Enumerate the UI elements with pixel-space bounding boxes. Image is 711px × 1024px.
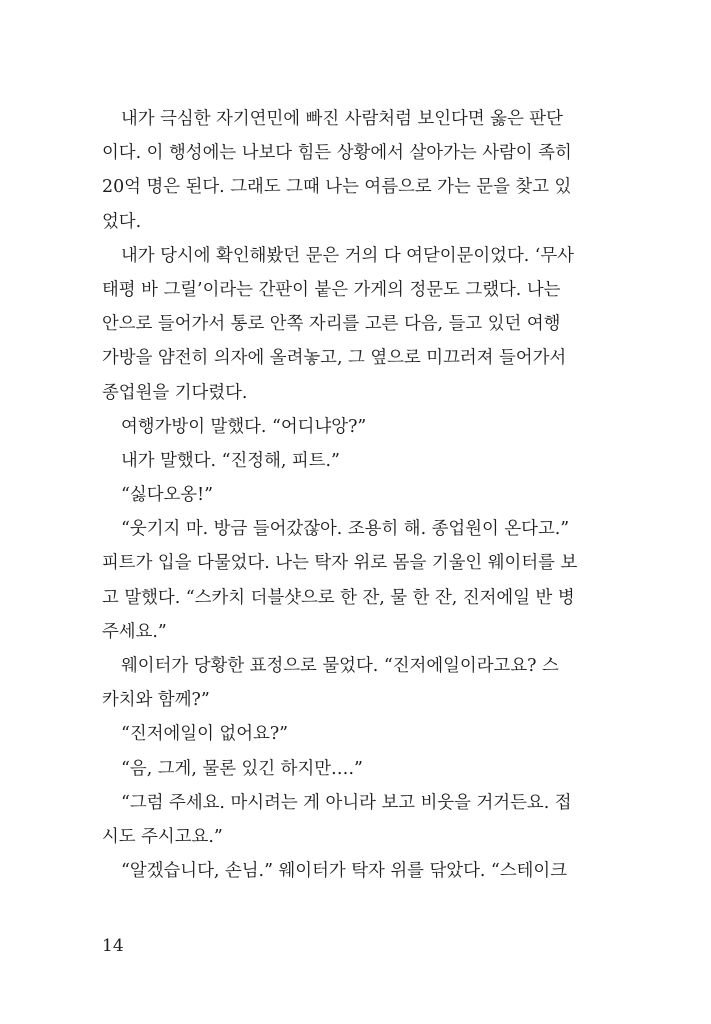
text-line: 20억 명은 된다. 그래도 그때 나는 여름으로 가는 문을 찾고 있	[102, 177, 572, 198]
page-text	[102, 102, 580, 888]
text-line: 이다. 이 행성에는 나보다 힘든 상황에서 살아가는 사람이 족히	[102, 143, 572, 164]
text-line: “싫다오옹!”	[121, 485, 213, 506]
text-line: 주세요.”	[102, 621, 167, 642]
text-line: “음, 그게, 물론 있긴 하지만….”	[121, 758, 363, 779]
text-line: 내가 말했다. “진정해, 피트.”	[121, 450, 340, 471]
text-line: 안으로 들어가서 통로 안쪽 자리를 고른 다음, 들고 있던 여행	[102, 314, 561, 335]
text-line: 여행가방이 말했다. “어디냐앙?”	[121, 416, 367, 437]
text-line: 웨이터가 당황한 표정으로 물었다. “진저에일이라고요? 스	[121, 656, 559, 676]
text-line: “그럼 주세요. 마시려는 게 아니라 보고 비웃을 거거든요. 접	[121, 792, 572, 813]
page-number: 14	[102, 936, 124, 956]
text-line: “알겠습니다, 손님.” 웨이터가 탁자 위를 닦았다. “스테이크	[121, 861, 568, 882]
text-line: 내가 극심한 자기연민에 빠진 사람처럼 보인다면 옳은 판단	[121, 109, 563, 129]
text-line: 태평 바 그릴’이라는 간판이 붙은 가게의 정문도 그랬다. 나는	[102, 279, 561, 300]
text-line: 카치와 함께?”	[102, 690, 210, 711]
text-line: 피트가 입을 다물었다. 나는 탁자 위로 몸을 기울인 웨이터를 보	[102, 553, 578, 574]
text-line: 종업원을 기다렸다.	[102, 382, 248, 403]
text-line: “웃기지 마. 방금 들어갔잖아. 조용히 해. 종업원이 온다고.”	[121, 519, 570, 540]
text-line: 가방을 얌전히 의자에 올려놓고, 그 옆으로 미끄러져 들어가서	[102, 348, 567, 369]
text-line: 고 말했다. “스카치 더블샷으로 한 잔, 물 한 잔, 진저에일 반 병	[102, 587, 575, 608]
text-line: “진저에일이 없어요?”	[121, 724, 289, 745]
text-line: 시도 주시고요.”	[102, 826, 223, 847]
text-line: 었다.	[102, 211, 142, 232]
text-line: 내가 당시에 확인해봤던 문은 거의 다 여닫이문이었다. ‘무사	[121, 245, 574, 266]
